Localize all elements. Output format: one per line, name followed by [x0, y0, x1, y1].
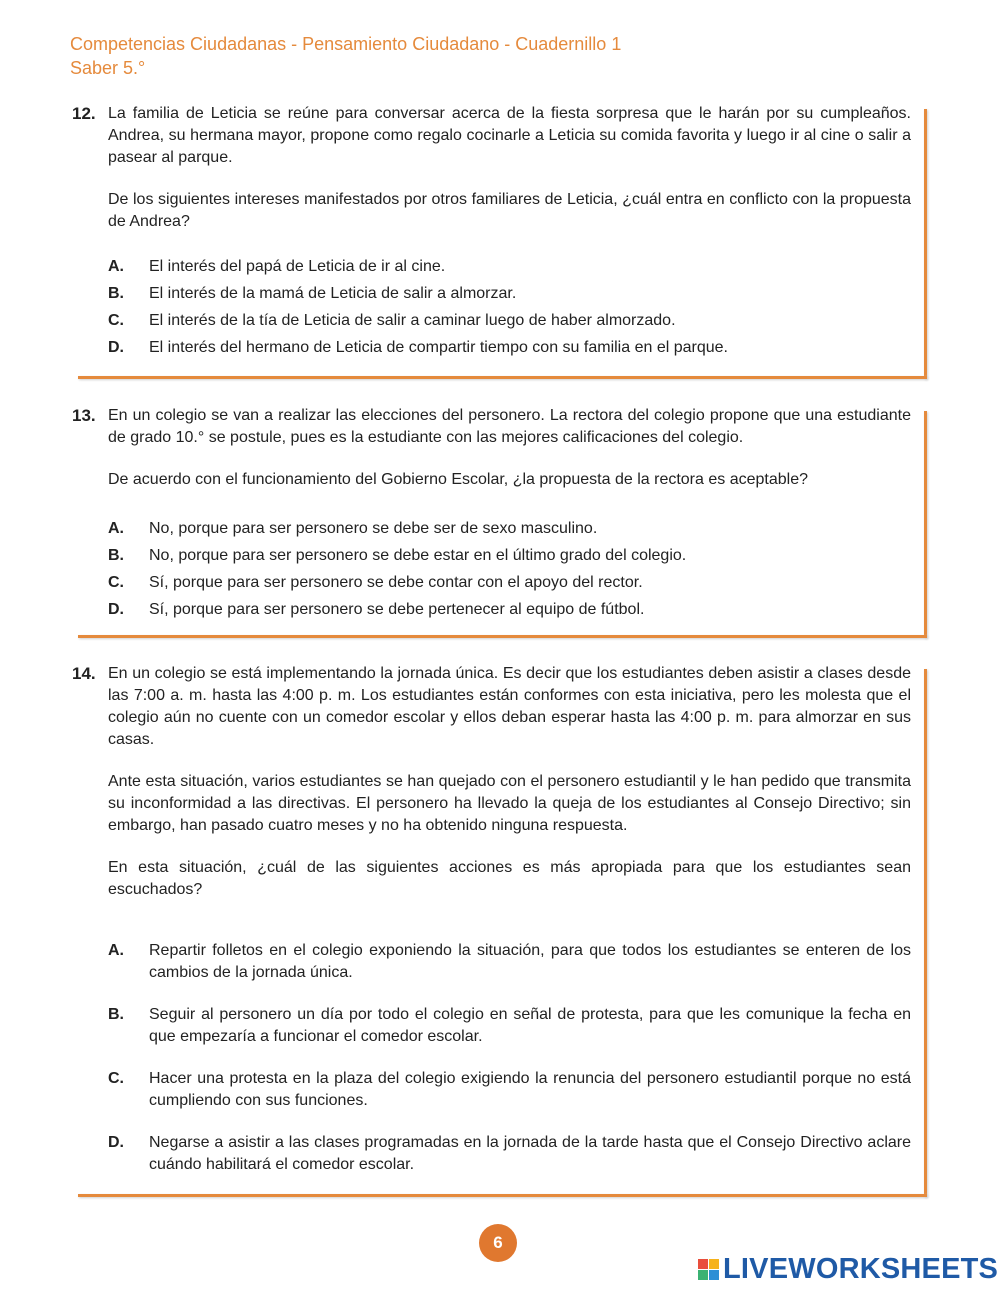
option-text: Hacer una protesta en la plaza del colegio exigiendo la renuncia del personero estudiantil porque no está cumpliendo con sus funciones. — [149, 1070, 911, 1109]
question-number: 13. — [72, 406, 96, 425]
option-a[interactable] — [108, 256, 911, 278]
frame-bottom-border — [78, 635, 927, 638]
question-prompt: En esta situación, ¿cuál de las siguientes acciones es más apropiada para que los estudiantes sean escuchados? — [108, 859, 911, 898]
question-paragraph: En un colegio se está implementando la jornada única. Es decir que los estudiantes deben asistir a clases desde las 7:00 a. m. hasta las 4:00 p. m. Los estudiantes están conformes con esta iniciativa, pero les molesta que el colegio aún no cuente con un comedor escolar y ellos deban esperar hasta las 4:00 p. m. para almorzar en sus casas. — [108, 665, 911, 748]
logo-square-blue — [709, 1270, 719, 1280]
option-a[interactable] — [108, 518, 911, 540]
liveworksheets-logo[interactable] — [698, 1253, 998, 1285]
logo-icon — [698, 1259, 719, 1280]
option-letter: B. — [108, 547, 124, 564]
logo-square-yellow — [709, 1259, 719, 1269]
option-letter: B. — [108, 1006, 124, 1023]
header-subtitle: Saber 5.° — [70, 58, 146, 78]
option-a[interactable] — [108, 940, 911, 984]
question-number: 14. — [72, 664, 96, 683]
option-letter: A. — [108, 258, 124, 275]
option-text: El interés del hermano de Leticia de compartir tiempo con su familia en el parque. — [149, 339, 728, 356]
question-13 — [72, 405, 927, 638]
option-b[interactable] — [108, 1004, 911, 1048]
question-paragraph: En un colegio se van a realizar las elecciones del personero. La rectora del colegio propone que una estudiante de grado 10.° se postule, pues es la estudiante con las mejores calificaciones del colegio. — [108, 407, 911, 446]
option-text: Sí, porque para ser personero se debe contar con el apoyo del rector. — [149, 574, 643, 591]
option-b[interactable] — [108, 283, 911, 305]
page-number-badge: 6 — [479, 1224, 517, 1262]
option-text: El interés de la mamá de Leticia de salir a almorzar. — [149, 285, 517, 302]
option-text: El interés de la tía de Leticia de salir a caminar luego de haber almorzado. — [149, 312, 676, 329]
question-paragraph: La familia de Leticia se reúne para conversar acerca de la fiesta sorpresa que le harán por su cumpleaños. Andrea, su hermana mayor, propone como regalo cocinarle a Leticia su comida favorita y luego ir al cine o salir a pasear al parque. — [108, 105, 911, 166]
header-title: Competencias Ciudadanas - Pensamiento Ciudadano - Cuadernillo 1 — [70, 34, 622, 54]
question-paragraph: Ante esta situación, varios estudiantes se han quejado con el personero estudiantil y le han pedido que transmita su inconformidad a las directivas. El personero ha llevado la queja de los estudiantes al Consejo Directivo; sin embargo, han pasado cuatro meses y no ha obtenido ninguna respuesta. — [108, 773, 911, 834]
option-d[interactable] — [108, 1132, 911, 1176]
option-letter: B. — [108, 285, 124, 302]
option-letter: D. — [108, 601, 124, 618]
option-d[interactable] — [108, 599, 911, 621]
frame-bottom-border — [78, 1194, 927, 1197]
page-header — [70, 32, 621, 80]
frame-bottom-border — [78, 376, 927, 379]
option-letter: A. — [108, 942, 124, 959]
option-b[interactable] — [108, 545, 911, 567]
question-prompt: De acuerdo con el funcionamiento del Gobierno Escolar, ¿la propuesta de la rectora es aceptable? — [108, 471, 808, 488]
option-letter: D. — [108, 339, 124, 356]
option-text: Repartir folletos en el colegio exponiendo la situación, para que todos los estudiantes se enteren de los cambios de la jornada única. — [149, 942, 911, 981]
option-c[interactable] — [108, 310, 911, 332]
option-letter: C. — [108, 312, 124, 329]
option-c[interactable] — [108, 572, 911, 594]
option-letter: A. — [108, 520, 124, 537]
option-text: El interés del papá de Leticia de ir al cine. — [149, 258, 446, 275]
question-number: 12. — [72, 104, 96, 123]
frame-right-border — [924, 411, 927, 638]
brand-name: LIVEWORKSHEETS — [723, 1252, 999, 1285]
option-letter: C. — [108, 1070, 124, 1087]
option-text: No, porque para ser personero se debe ser de sexo masculino. — [149, 520, 598, 537]
option-c[interactable] — [108, 1068, 911, 1112]
option-text: Seguir al personero un día por todo el colegio en señal de protesta, para que les comunique la fecha en que empezaría a funcionar el comedor escolar. — [149, 1006, 911, 1045]
option-text: No, porque para ser personero se debe estar en el último grado del colegio. — [149, 547, 687, 564]
option-text: Sí, porque para ser personero se debe pertenecer al equipo de fútbol. — [149, 601, 645, 618]
question-14 — [72, 663, 927, 1197]
frame-right-border — [924, 669, 927, 1197]
logo-square-red — [698, 1259, 708, 1269]
frame-right-border — [924, 109, 927, 379]
option-letter: D. — [108, 1134, 124, 1151]
option-text: Negarse a asistir a las clases programadas en la jornada de la tarde hasta que el Consejo Directivo aclare cuándo habilitará el comedor escolar. — [149, 1134, 911, 1173]
question-prompt: De los siguientes intereses manifestados por otros familiares de Leticia, ¿cuál entra en conflicto con la propuesta de Andrea? — [108, 191, 911, 230]
question-12 — [72, 103, 927, 379]
option-d[interactable] — [108, 337, 911, 359]
option-letter: C. — [108, 574, 124, 591]
logo-square-green — [698, 1270, 708, 1280]
